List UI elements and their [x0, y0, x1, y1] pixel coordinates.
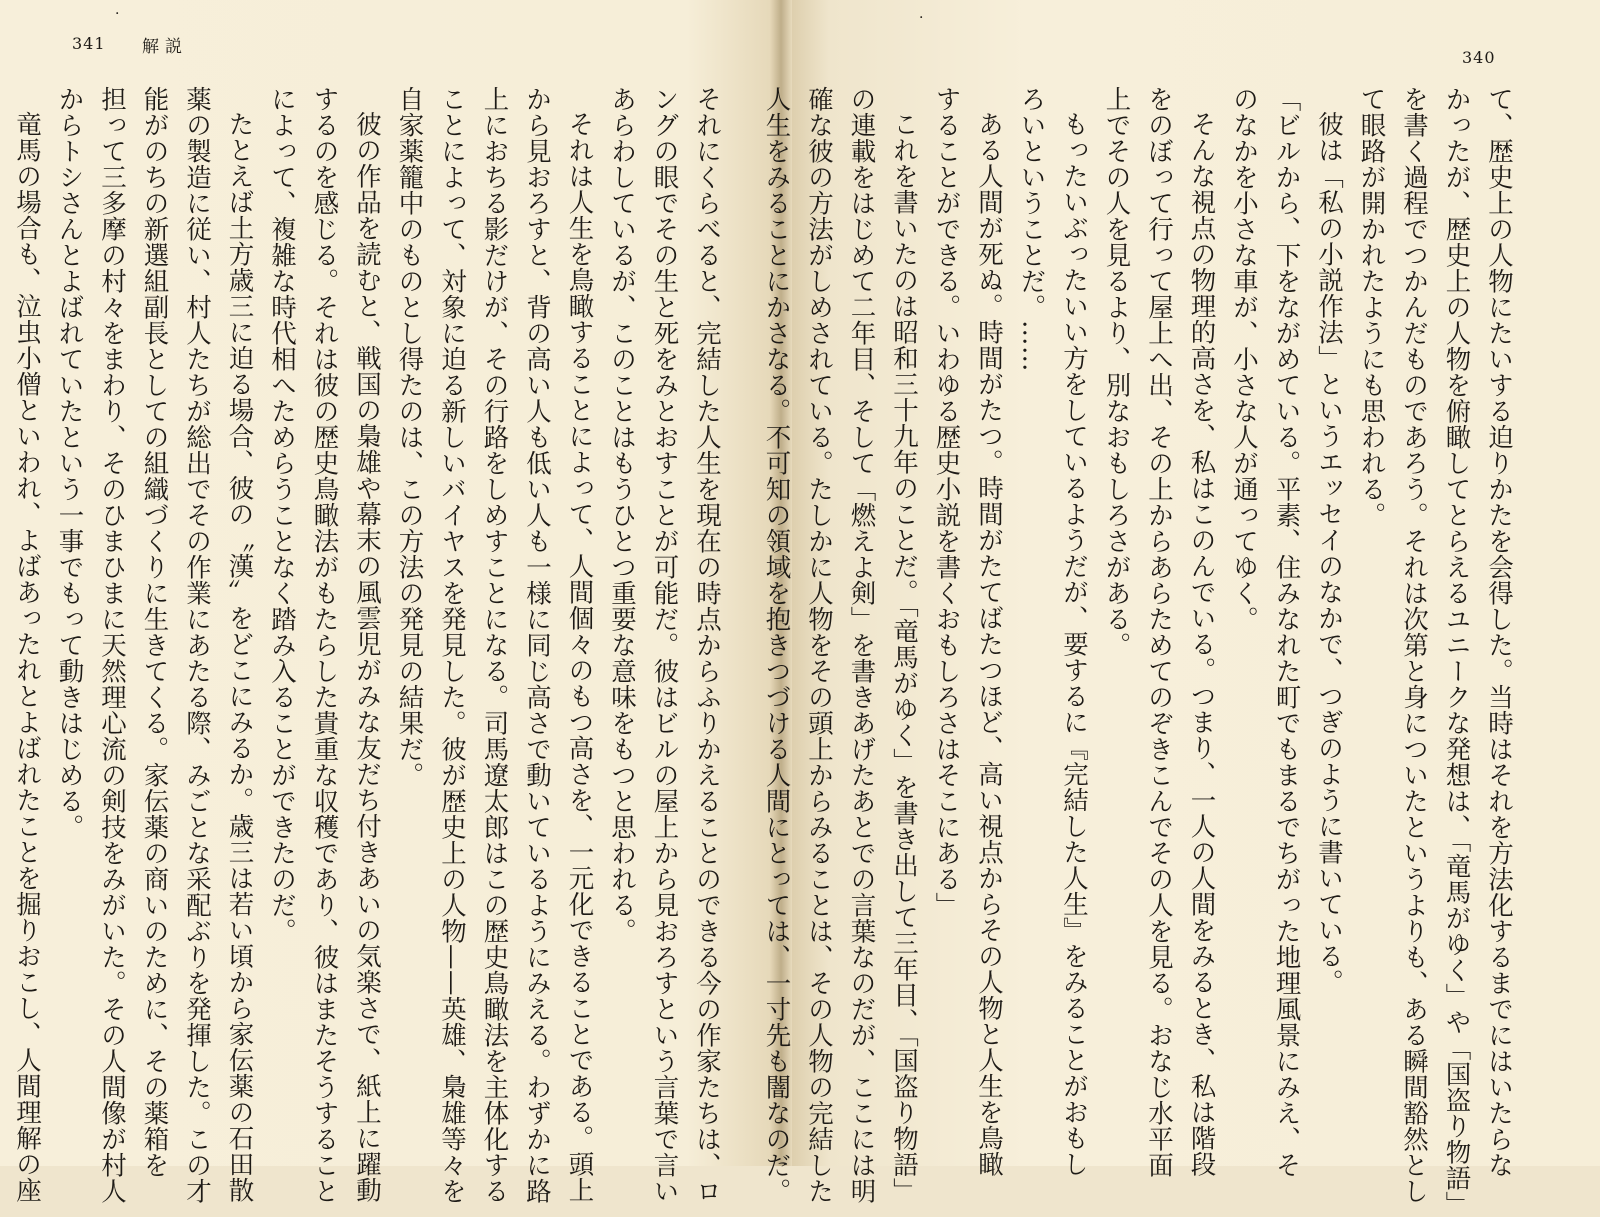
text-line: 上におちる影だけが、その行路をしめすことになる。司馬遼太郎はこの歴史鳥瞰法を主体化する: [479, 86, 510, 1204]
text-line: の連載をはじめて二年目、そして「燃えよ剣」を書きあげたあとでの言葉なのだが、ここには明: [846, 86, 877, 1204]
text-line: 彼の作品を読むと、戦国の梟雄や幕末の風雲児がみな友だち付きあいの気楽さで、紙上に躍動: [352, 111, 382, 1203]
left-page-number: 341: [72, 34, 106, 53]
text-line: 上でその人を見るより、別なおもしろさがある。: [1101, 86, 1132, 658]
text-line: から見おろすと、背の高い人も低い人も一様に同じ高さで動いているようにみえる。わずかに路: [522, 86, 552, 1204]
text-line: ングの眼でその生と死をみとおすことが可能だ。彼はビルの屋上から見おろすという言葉で言い: [649, 86, 680, 1204]
text-line: からトシさんとよばれていたという一事でもって動きはじめる。: [54, 86, 85, 840]
text-line: することができる。いわゆる歴史小説を書くおもしろさはそこにある」: [931, 86, 962, 918]
text-line: これを書いたのは昭和三十九年のことだ。「竜馬がゆく」を書き出して三年目、「国盗り物語」: [889, 111, 919, 1204]
right-page-number: 340: [1462, 48, 1496, 67]
text-line: かったが、歴史上の人物を俯瞰してとらえるユニークな発想は、「竜馬がゆく」や「国盗り物語」: [1441, 86, 1472, 1217]
text-line: 竜馬の場合も、泣虫小僧といわれ、よばあったれとよばれたことを掘りおこし、人間理解の座: [12, 111, 42, 1203]
text-line: するのを感じる。それは彼の歴史鳥瞰法がもたらした貴重な収穫であり、彼はまたそうすること: [309, 86, 340, 1204]
text-line: それは人生を鳥瞰することによって、人間個々のもつ高さを、一元化できることである。頭上: [564, 111, 595, 1203]
right-page-text: [761, 86, 1520, 1217]
text-line: もったいぶったいい方をしているようだが、要するに『完結した人生』をみることがおもし: [1059, 111, 1089, 1177]
speck: ·: [115, 6, 120, 22]
text-line: をのぼって行って屋上へ出、その上からあらためてのぞきこんでその人を見る。おなじ水平面: [1144, 86, 1174, 1178]
text-line: そんな視点の物理的高さを、私はこのんでいる。つまり、一人の人間をみるとき、私は階段: [1186, 111, 1217, 1177]
text-line: 担って三多摩の村々をまわり、そのひまひまに天然理心流の剣技をみがいた。その人間像が村人: [97, 86, 127, 1204]
text-line: それにくらべると、完結した人生を現在の時点からふりかえることのできる今の作家たちは、ロ: [692, 86, 722, 1204]
text-line: 薬の製造に従い、村人たちが総出でその作業にあたる際、みごとな采配ぶりを発揮した。この才: [182, 86, 212, 1204]
text-line: によって、複雑な時代相へためらうことなく踏み入ることができたのだ。: [267, 86, 297, 944]
text-line: て眼路が開かれたようにも思われる。: [1356, 86, 1387, 528]
left-page-text: [12, 86, 728, 1204]
text-line: あらわしているが、このことはもうひとつ重要な意味をもつと思われる。: [607, 86, 637, 944]
text-line: ある人間が死ぬ。時間がたつ。時間がたてばたつほど、高い視点からその人物と人生を鳥瞰: [974, 111, 1004, 1177]
speck: ·: [919, 10, 924, 26]
text-line: 確な彼の方法がしめされている。たしかに人物をその頭上からみることは、その人物の完結した: [804, 86, 834, 1204]
text-line: 能がのちの新選組副長としての組織づくりに生きてくる。家伝薬の商いのために、その薬箱を: [139, 86, 170, 1178]
text-line: て、歴史上の人物にたいする迫りかたを会得した。当時はそれを方法化するまでにはいたらな: [1484, 86, 1514, 1178]
text-line: を書く過程でつかんだものであろう。それは次第と身についたというよりも、ある瞬間豁然とし: [1399, 86, 1429, 1204]
text-line: のなかを小さな車が、小さな人が通ってゆく。: [1229, 86, 1259, 632]
text-line: 自家薬籠中のものとし得たのは、この方法の発見の結果だ。: [394, 86, 425, 788]
running-head: 解説: [142, 37, 188, 57]
text-line: 人生をみることにかさなる。不可知の領域を抱きつづける人間にとっては、一寸先も闇なのだ。: [761, 86, 792, 1204]
text-line: 彼は「私の小説作法」というエッセイのなかで、つぎのように書いている。: [1314, 111, 1344, 995]
text-line: [0, 86, 6, 1146]
text-line: 「ビルから、下をながめている。平素、住みなれた町でもまるでちがった地理風景にみえ、そ: [1271, 86, 1302, 1178]
text-line: ろいということだ。……: [1016, 86, 1047, 372]
text-line: ことによって、対象に迫る新しいバイヤスを発見した。彼が歴史上の人物——英雄、梟雄等々を: [437, 86, 467, 1204]
text-line: たとえば土方歳三に迫る場合、彼の〝漢〟をどこにみるか。歳三は若い頃から家伝薬の石田散: [224, 111, 255, 1203]
